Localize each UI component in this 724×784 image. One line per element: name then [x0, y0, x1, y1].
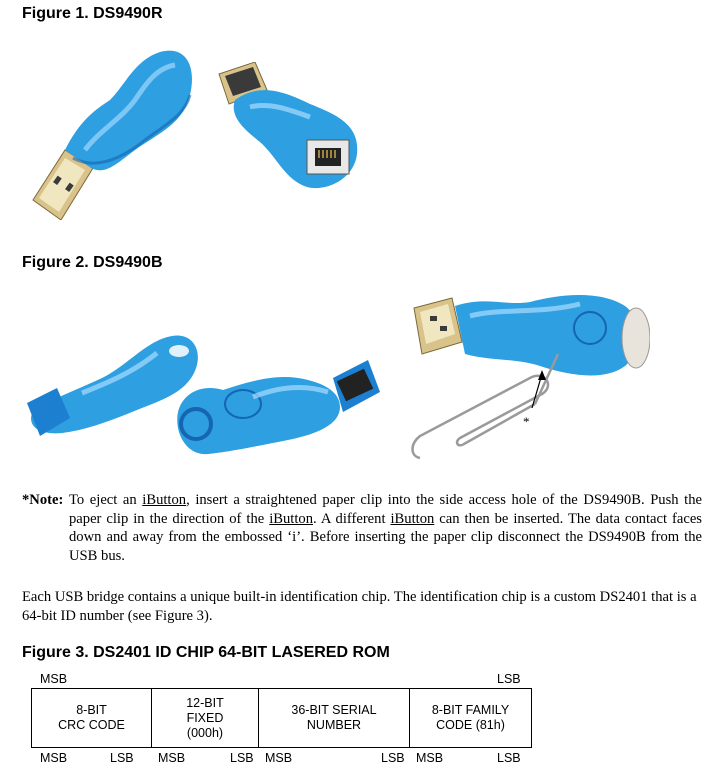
ds9490r-photo-left: [25, 40, 200, 220]
figure-3-title: Figure 3. DS2401 ID CHIP 64-BIT LASERED ROM: [22, 644, 390, 661]
rom-crc-msb: MSB: [40, 751, 68, 765]
rom-serial-msb: MSB: [265, 751, 293, 765]
rom-cell-crc: 8-BIT CRC CODE: [32, 689, 152, 747]
note-text: To eject an iButton, insert a straightened paper clip into the side access hole of the DS9490B. Push the paper clip in the direction of the iButton. A different iButton can then be inserted. The data contact faces down and away from the embossed ‘i’. Before inserting the paper clip disconnect the DS9490B from the USB bus.: [69, 492, 703, 564]
rom-cell-family: 8-BIT FAMILY CODE (81h): [431, 703, 510, 732]
rom-serial-lsb: LSB: [381, 751, 405, 765]
rom-top-lsb: LSB: [497, 672, 521, 686]
rom-fixed-lsb: LSB: [230, 751, 254, 765]
rom-cell-fixed: 12-BIT FIXED (000h): [152, 689, 259, 747]
rom-fixed-msb: MSB: [158, 751, 186, 765]
note-label: *Note:: [22, 492, 64, 508]
identification-paragraph: Each USB bridge contains a unique built-in identification chip. The identification chip is a custom DS2401 that is a 64-bit ID number (see Figure 3).: [22, 589, 697, 624]
ds9490b-photo-middle: [168, 352, 380, 462]
rom-crc-lsb: LSB: [110, 751, 134, 765]
rom-family-lsb: LSB: [497, 751, 521, 765]
ds9490r-photo-right: [215, 62, 365, 202]
rom-cell-serial: 36-BIT SERIAL NUMBER: [259, 689, 410, 747]
ds9490b-photo-right: [410, 286, 650, 472]
figure-1-title: Figure 1. DS9490R: [22, 5, 163, 22]
rom-family-msb: MSB: [416, 751, 444, 765]
asterisk-label: *: [523, 414, 530, 429]
note-block: [22, 491, 702, 565]
figure-2-title: Figure 2. DS9490B: [22, 254, 163, 271]
rom-top-msb: MSB: [40, 672, 68, 686]
rom-layout-table: [31, 688, 532, 748]
